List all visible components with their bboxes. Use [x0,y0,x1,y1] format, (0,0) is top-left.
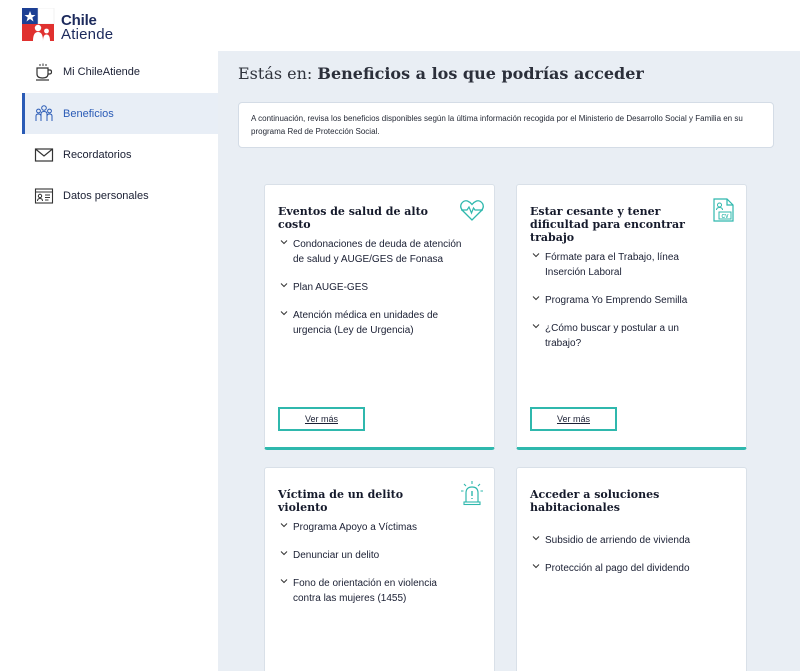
info-box: A continuación, revisa los beneficios disponibles según la última información recogida por el Ministerio de Desarrollo Social y Familia en su programa Red de Protección Social. [238,102,774,148]
breadcrumb-title: Beneficios a los que podrías acceder [317,64,644,83]
list-item-label: Programa Yo Emprendo Semilla [545,295,688,306]
sidebar-item-label: Datos personales [63,189,149,202]
list-item[interactable] [278,576,463,606]
list-item[interactable] [530,561,715,576]
list-item-label: Denunciar un delito [293,550,380,561]
chevron-down-icon [532,562,540,570]
chevron-down-icon [280,521,288,529]
chevron-down-icon [280,309,288,317]
card-title: Estar cesante y tener dificultad para encontrar trabajo [530,205,685,244]
cup-icon [34,62,54,82]
list-item[interactable] [278,280,463,295]
sidebar-item-datos-personales[interactable] [22,175,218,216]
list-item-label: Fórmate para el Trabajo, línea Inserción Laboral [545,252,679,278]
card-title: Acceder a soluciones habitacionales [530,488,660,514]
logo-text-atiende: Atiende [61,26,114,43]
list-item[interactable] [278,237,463,267]
list-item[interactable] [530,250,715,280]
sidebar-item-mi-chileatiende[interactable] [22,51,218,92]
chevron-down-icon [532,294,540,302]
list-item-label: ¿Cómo buscar y postular a un trabajo? [545,323,679,349]
svg-text:CV: CV [721,213,729,220]
chevron-down-icon [532,251,540,259]
header [0,0,800,51]
cv-document-icon [711,197,737,223]
chevron-down-icon [280,577,288,585]
list-item-label: Fono de orientación en violencia contra las mujeres (1455) [293,578,437,604]
list-item-label: Programa Apoyo a Víctimas [293,522,417,533]
chevron-down-icon [280,238,288,246]
breadcrumb-prefix: Estás en: [238,64,313,83]
logo-text-chile: Chile [61,12,97,29]
envelope-icon [34,145,54,165]
sidebar-item-recordatorios[interactable] [22,134,218,175]
list-item[interactable] [530,293,715,308]
card-title: Víctima de un delito violento [278,488,404,514]
list-item-label: Protección al pago del dividendo [545,563,690,574]
sidebar-item-beneficios[interactable] [22,93,218,134]
alarm-siren-icon [459,480,485,506]
sidebar-item-label: Beneficios [63,107,114,120]
card-list [278,520,463,619]
heart-pulse-icon [459,197,485,223]
sidebar-item-label: Mi ChileAtiende [63,65,141,78]
card-list [530,533,715,589]
list-item-label: Atención médica en unidades de urgencia (Ley de Urgencia) [293,310,439,336]
people-icon [34,104,54,124]
id-card-icon [34,186,54,206]
benefit-card-victima [264,467,495,671]
sidebar [0,51,218,671]
page-title [238,64,644,83]
sidebar-item-label: Recordatorios [63,148,132,161]
benefit-card-vivienda [516,467,747,671]
benefit-card-salud [264,184,495,450]
chevron-down-icon [532,534,540,542]
main-content [218,51,800,671]
card-list [530,250,715,364]
ver-mas-button[interactable]: Ver más [530,407,617,431]
ver-mas-button[interactable]: Ver más [278,407,365,431]
chile-flag-icon [22,8,56,42]
chevron-down-icon [280,281,288,289]
list-item[interactable] [278,308,463,338]
card-list [278,237,463,351]
chevron-down-icon [532,322,540,330]
list-item[interactable] [278,520,463,535]
chevron-down-icon [280,549,288,557]
chileatiende-logo[interactable] [22,8,142,42]
list-item-label: Plan AUGE-GES [293,282,369,293]
list-item-label: Condonaciones de deuda de atención de salud y AUGE/GES de Fonasa [293,239,462,265]
benefit-card-cesante [516,184,747,450]
card-title: Eventos de salud de alto costo [278,205,428,231]
list-item[interactable] [530,533,715,548]
list-item-label: Subsidio de arriendo de vivienda [545,535,691,546]
list-item[interactable] [530,321,715,351]
list-item[interactable] [278,548,463,563]
